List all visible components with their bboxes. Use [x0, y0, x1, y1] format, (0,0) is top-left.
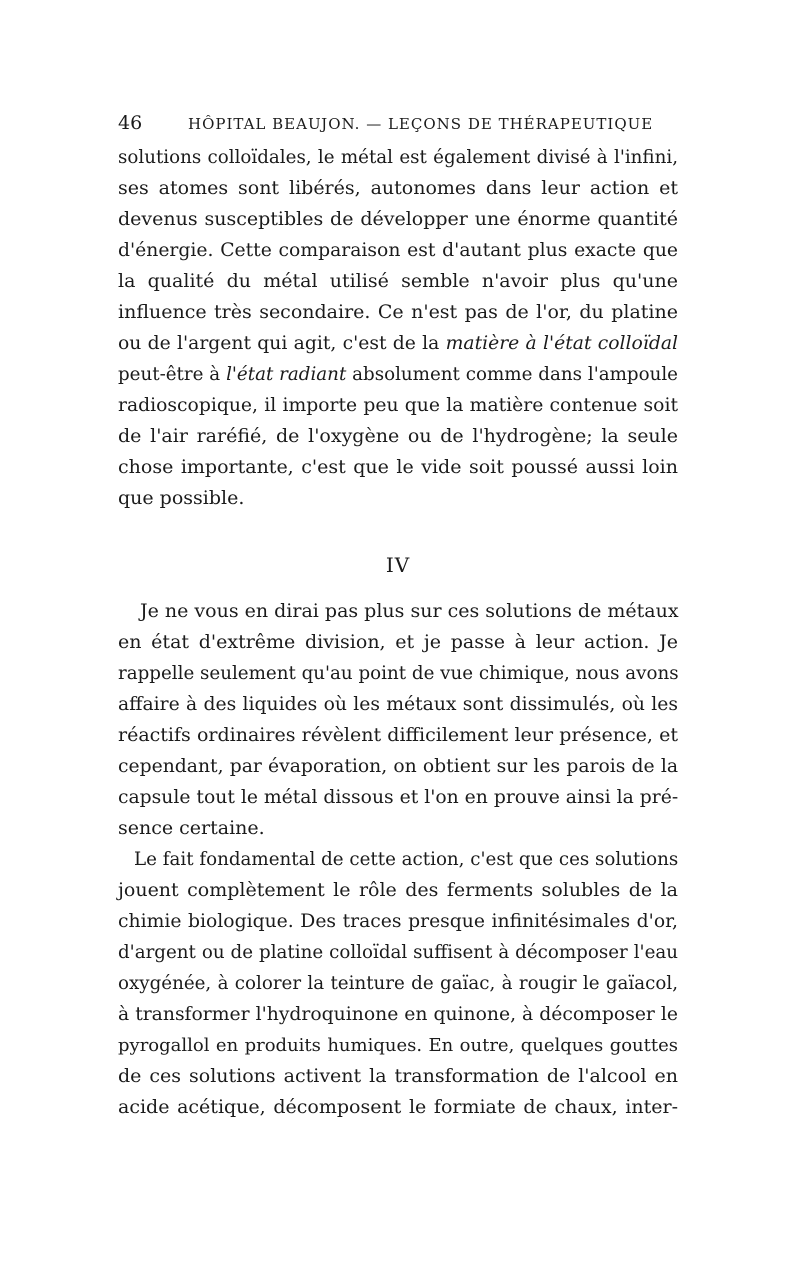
text-line: capsule tout le métal dissous et l'on en prouve ainsi la pré- — [118, 787, 679, 808]
text-line: la qualité du métal utilisé semble n'avoir plus qu'une — [118, 270, 678, 292]
text-line: en état d'extrême division, et je passe à leur action. Je — [118, 631, 678, 653]
book-page — [118, 112, 678, 1123]
text-line: réactifs ordinaires révèlent difficilement leur présence, et — [118, 724, 678, 746]
text-line: d'énergie. Cette comparaison est d'autant plus exacte que — [118, 240, 678, 261]
text-line: d'argent ou de platine colloïdal suffisent à décomposer l'eau — [118, 942, 678, 963]
italic-phrase: matière à l'état colloïdal — [445, 333, 679, 354]
text-line: Je ne vous en dirai pas plus sur ces solutions de métaux — [140, 600, 679, 622]
running-title: HÔPITAL BEAUJON. — LEÇONS DE THÉRAPEUTIQUE — [188, 115, 654, 133]
text-line: influence très secondaire. Ce n'est pas de l'or, du platine — [118, 301, 678, 323]
paragraph-continued — [118, 142, 678, 514]
text-line: radioscopique, il importe peu que la matière contenue soit — [118, 395, 678, 416]
text-line: chimie biologique. Des traces presque infinitésimales d'or, — [118, 911, 678, 932]
paragraph — [118, 844, 678, 1123]
text-line: chose importante, c'est que le vide soit poussé aussi loin — [118, 456, 678, 478]
paragraph — [118, 596, 678, 844]
text-line: acide acétique, décomposent le formiate de chaux, inter- — [118, 1096, 678, 1118]
italic-phrase: l'état radiant — [226, 364, 347, 385]
text-line: solutions colloïdales, le métal est également divisé à l'infini, — [118, 147, 678, 168]
text-line: cependant, par évaporation, on obtient sur les parois de la — [118, 756, 678, 777]
text-line: de l'air raréfié, de l'oxygène ou de l'hydrogène; la seule — [118, 425, 678, 447]
text-line: que possible. — [118, 487, 245, 509]
text-segment: peut-être à — [118, 364, 227, 385]
text-line: devenus susceptibles de développer une énorme quantité — [118, 208, 678, 230]
text-line: oxygénée, à colorer la teinture de gaïac, à rougir le gaïacol, — [118, 973, 678, 994]
text-line: Le fait fondamental de cette action, c'est que ces solutions — [134, 849, 679, 870]
text-line: de ces solutions activent la transformation de l'alcool en — [118, 1065, 678, 1087]
text-line: affaire à des liquides où les métaux sont dissimulés, où les — [118, 694, 678, 715]
section-heading: IV — [385, 553, 411, 577]
text-line: jouent complètement le rôle des ferments solubles de la — [118, 879, 678, 901]
text-line — [118, 328, 678, 359]
running-header — [118, 112, 678, 142]
text-line: sence certaine. — [118, 817, 265, 839]
page-number: 46 — [118, 112, 143, 134]
text-segment: ou de l'argent qui agit, c'est de la — [118, 333, 446, 354]
text-line: ses atomes sont libérés, autonomes dans leur action et — [118, 177, 678, 199]
text-line: à transformer l'hydroquinone en quinone, à décomposer le — [118, 1004, 678, 1025]
text-line: pyrogallol en produits humiques. En outre, quelques gouttes — [118, 1035, 678, 1056]
text-segment: absolument comme dans l'ampoule — [346, 364, 678, 385]
text-line — [118, 359, 678, 390]
text-line: rappelle seulement qu'au point de vue chimique, nous avons — [118, 663, 679, 684]
